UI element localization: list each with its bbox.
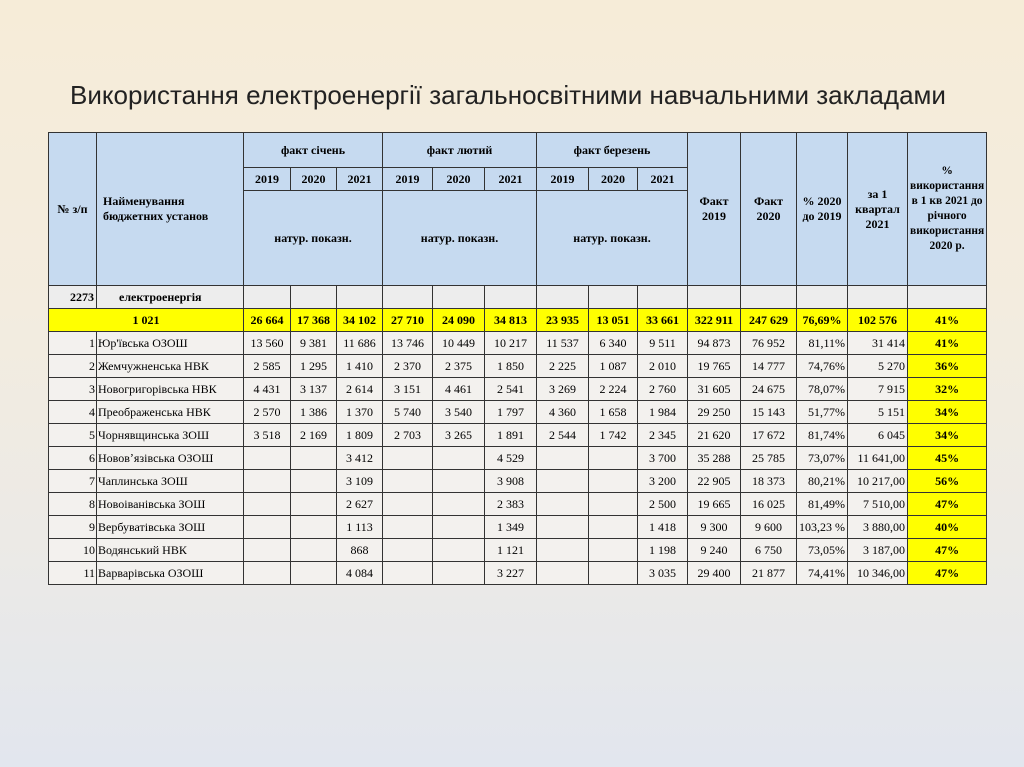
monthly-value xyxy=(433,447,485,470)
monthly-value: 2 383 xyxy=(485,493,537,516)
school-name: Юр'ївська ОЗОШ xyxy=(97,332,244,355)
fact-2020-value: 14 777 xyxy=(741,355,797,378)
monthly-value: 3 200 xyxy=(638,470,688,493)
monthly-value xyxy=(244,562,291,585)
monthly-value xyxy=(383,447,433,470)
monthly-value xyxy=(537,447,589,470)
table-row xyxy=(49,378,987,401)
row-number: 8 xyxy=(49,493,97,516)
section-label: електроенергія xyxy=(97,286,244,309)
year-header: 2019 xyxy=(537,168,589,191)
monthly-value xyxy=(291,516,337,539)
monthly-value: 10 449 xyxy=(433,332,485,355)
pct-usage-value: 47% xyxy=(908,539,987,562)
monthly-value: 4 431 xyxy=(244,378,291,401)
monthly-value: 13 560 xyxy=(244,332,291,355)
fact-2020-value: 25 785 xyxy=(741,447,797,470)
monthly-value: 1 410 xyxy=(337,355,383,378)
pct-2020-2019-value: 81,49% xyxy=(797,493,848,516)
year-header: 2021 xyxy=(337,168,383,191)
total-cell: 13 051 xyxy=(589,309,638,332)
monthly-value: 868 xyxy=(337,539,383,562)
section-code: 2273 xyxy=(49,286,97,309)
monthly-value xyxy=(537,562,589,585)
monthly-value xyxy=(383,493,433,516)
total-cell: 17 368 xyxy=(291,309,337,332)
pct-2020-2019-value: 80,21% xyxy=(797,470,848,493)
school-name: Жемчужненська НВК xyxy=(97,355,244,378)
monthly-value xyxy=(244,470,291,493)
monthly-value: 2 570 xyxy=(244,401,291,424)
row-number: 1 xyxy=(49,332,97,355)
monthly-value xyxy=(433,516,485,539)
monthly-value: 2 541 xyxy=(485,378,537,401)
fact-2020-header: Факт 2020 xyxy=(741,133,797,286)
total-cell: 322 911 xyxy=(688,309,741,332)
col-number-header: № з/п xyxy=(49,133,97,286)
natur-label: натур. показн. xyxy=(383,191,537,286)
section-row xyxy=(49,286,987,309)
monthly-value: 2 225 xyxy=(537,355,589,378)
pct-usage-value: 36% xyxy=(908,355,987,378)
fact-2019-value: 9 300 xyxy=(688,516,741,539)
pct-usage-value: 45% xyxy=(908,447,987,470)
fact-2020-value: 21 877 xyxy=(741,562,797,585)
fact-2020-value: 9 600 xyxy=(741,516,797,539)
monthly-value: 3 412 xyxy=(337,447,383,470)
natur-label: натур. показн. xyxy=(537,191,688,286)
monthly-value xyxy=(383,539,433,562)
monthly-value: 3 151 xyxy=(383,378,433,401)
fact-2020-value: 24 675 xyxy=(741,378,797,401)
monthly-value: 2 627 xyxy=(337,493,383,516)
monthly-value: 3 269 xyxy=(537,378,589,401)
year-header: 2020 xyxy=(433,168,485,191)
pct-usage-value: 40% xyxy=(908,516,987,539)
row-number: 6 xyxy=(49,447,97,470)
monthly-value: 1 295 xyxy=(291,355,337,378)
q1-2021-value: 3 187,00 xyxy=(848,539,908,562)
monthly-value: 2 224 xyxy=(589,378,638,401)
table-row xyxy=(49,424,987,447)
monthly-value: 3 137 xyxy=(291,378,337,401)
slide-title: Використання електроенергії загальносвітними навчальними закладами xyxy=(70,80,946,110)
monthly-value: 5 740 xyxy=(383,401,433,424)
table-row xyxy=(49,539,987,562)
fact-2019-value: 31 605 xyxy=(688,378,741,401)
monthly-value xyxy=(589,539,638,562)
monthly-value: 1 121 xyxy=(485,539,537,562)
year-header: 2020 xyxy=(291,168,337,191)
monthly-value xyxy=(433,539,485,562)
monthly-value: 3 109 xyxy=(337,470,383,493)
monthly-value: 1 349 xyxy=(485,516,537,539)
monthly-value: 11 686 xyxy=(337,332,383,355)
total-cell: 27 710 xyxy=(383,309,433,332)
q1-2021-value: 5 270 xyxy=(848,355,908,378)
monthly-value: 3 518 xyxy=(244,424,291,447)
monthly-value xyxy=(537,516,589,539)
monthly-value: 2 375 xyxy=(433,355,485,378)
school-name: Водянський НВК xyxy=(97,539,244,562)
q1-2021-value: 3 880,00 xyxy=(848,516,908,539)
total-cell: 34 813 xyxy=(485,309,537,332)
year-header: 2019 xyxy=(244,168,291,191)
monthly-value: 2 703 xyxy=(383,424,433,447)
fact-2019-value: 29 400 xyxy=(688,562,741,585)
table-row xyxy=(49,493,987,516)
monthly-value xyxy=(291,447,337,470)
monthly-value: 1 386 xyxy=(291,401,337,424)
fact-2020-value: 6 750 xyxy=(741,539,797,562)
monthly-value xyxy=(433,470,485,493)
q1-2021-value: 6 045 xyxy=(848,424,908,447)
total-cell: 102 576 xyxy=(848,309,908,332)
monthly-value xyxy=(244,447,291,470)
total-cell: 23 935 xyxy=(537,309,589,332)
fact-2019-value: 21 620 xyxy=(688,424,741,447)
q1-2021-value: 7 510,00 xyxy=(848,493,908,516)
monthly-value xyxy=(537,470,589,493)
table-row xyxy=(49,447,987,470)
pct-2020-2019-value: 73,05% xyxy=(797,539,848,562)
monthly-value: 1 984 xyxy=(638,401,688,424)
monthly-value xyxy=(433,493,485,516)
monthly-value: 4 084 xyxy=(337,562,383,585)
month-feb-header: факт лютий xyxy=(383,133,537,168)
monthly-value: 2 345 xyxy=(638,424,688,447)
year-header: 2021 xyxy=(485,168,537,191)
monthly-value: 3 700 xyxy=(638,447,688,470)
monthly-value xyxy=(383,562,433,585)
monthly-value: 2 585 xyxy=(244,355,291,378)
fact-2019-value: 19 765 xyxy=(688,355,741,378)
fact-2020-value: 17 672 xyxy=(741,424,797,447)
monthly-value xyxy=(433,562,485,585)
school-name: Варварівська ОЗОШ xyxy=(97,562,244,585)
fact-2019-value: 35 288 xyxy=(688,447,741,470)
electricity-table xyxy=(48,132,987,585)
monthly-value: 3 265 xyxy=(433,424,485,447)
school-name: Новоіванівська ЗОШ xyxy=(97,493,244,516)
table-row xyxy=(49,562,987,585)
monthly-value xyxy=(291,493,337,516)
total-cell: 247 629 xyxy=(741,309,797,332)
monthly-value: 3 540 xyxy=(433,401,485,424)
total-cell: 26 664 xyxy=(244,309,291,332)
monthly-value: 1 809 xyxy=(337,424,383,447)
monthly-value: 3 908 xyxy=(485,470,537,493)
monthly-value: 10 217 xyxy=(485,332,537,355)
row-number: 9 xyxy=(49,516,97,539)
monthly-value: 2 614 xyxy=(337,378,383,401)
monthly-value: 3 035 xyxy=(638,562,688,585)
pct-2020-2019-value: 78,07% xyxy=(797,378,848,401)
monthly-value: 1 370 xyxy=(337,401,383,424)
table-row xyxy=(49,470,987,493)
monthly-value: 2 544 xyxy=(537,424,589,447)
monthly-value: 1 742 xyxy=(589,424,638,447)
total-label: 1 021 xyxy=(49,309,244,332)
pct-2020-2019-value: 74,41% xyxy=(797,562,848,585)
fact-2020-value: 18 373 xyxy=(741,470,797,493)
q1-2021-value: 7 915 xyxy=(848,378,908,401)
row-number: 10 xyxy=(49,539,97,562)
monthly-value: 1 113 xyxy=(337,516,383,539)
year-header: 2021 xyxy=(638,168,688,191)
col-name-header: Найменування бюджетних установ xyxy=(97,133,244,286)
fact-2019-header: Факт 2019 xyxy=(688,133,741,286)
table-row xyxy=(49,332,987,355)
monthly-value: 2 010 xyxy=(638,355,688,378)
school-name: Чаплинська ЗОШ xyxy=(97,470,244,493)
school-name: Вербуватівська ЗОШ xyxy=(97,516,244,539)
fact-2019-value: 9 240 xyxy=(688,539,741,562)
year-header: 2019 xyxy=(383,168,433,191)
fact-2019-value: 19 665 xyxy=(688,493,741,516)
school-name: Нововʼязівська ОЗОШ xyxy=(97,447,244,470)
q1-2021-value: 10 346,00 xyxy=(848,562,908,585)
table-row xyxy=(49,516,987,539)
monthly-value: 9 381 xyxy=(291,332,337,355)
pct-usage-value: 34% xyxy=(908,424,987,447)
monthly-value: 1 087 xyxy=(589,355,638,378)
fact-2019-value: 29 250 xyxy=(688,401,741,424)
monthly-value xyxy=(244,516,291,539)
monthly-value xyxy=(589,516,638,539)
natur-label: натур. показн. xyxy=(244,191,383,286)
fact-2020-value: 76 952 xyxy=(741,332,797,355)
monthly-value xyxy=(589,470,638,493)
pct-usage-header: % використання в 1 кв 2021 до річного використання 2020 р. xyxy=(908,133,987,286)
pct-2020-2019-header: % 2020 до 2019 xyxy=(797,133,848,286)
monthly-value: 1 198 xyxy=(638,539,688,562)
fact-2020-value: 15 143 xyxy=(741,401,797,424)
monthly-value: 4 360 xyxy=(537,401,589,424)
pct-usage-value: 32% xyxy=(908,378,987,401)
monthly-value: 4 461 xyxy=(433,378,485,401)
monthly-value xyxy=(244,493,291,516)
pct-2020-2019-value: 103,23 % xyxy=(797,516,848,539)
monthly-value xyxy=(383,470,433,493)
monthly-value: 1 797 xyxy=(485,401,537,424)
fact-2020-value: 16 025 xyxy=(741,493,797,516)
monthly-value: 13 746 xyxy=(383,332,433,355)
monthly-value xyxy=(244,539,291,562)
monthly-value xyxy=(291,539,337,562)
q1-2021-value: 5 151 xyxy=(848,401,908,424)
monthly-value: 1 658 xyxy=(589,401,638,424)
q1-2021-value: 31 414 xyxy=(848,332,908,355)
monthly-value xyxy=(589,447,638,470)
pct-2020-2019-value: 74,76% xyxy=(797,355,848,378)
monthly-value: 6 340 xyxy=(589,332,638,355)
school-name: Чорнявщинська ЗОШ xyxy=(97,424,244,447)
row-number: 7 xyxy=(49,470,97,493)
pct-usage-value: 34% xyxy=(908,401,987,424)
total-row xyxy=(49,309,987,332)
monthly-value xyxy=(291,470,337,493)
pct-usage-value: 47% xyxy=(908,493,987,516)
total-cell: 33 661 xyxy=(638,309,688,332)
total-cell: 24 090 xyxy=(433,309,485,332)
year-header: 2020 xyxy=(589,168,638,191)
row-number: 5 xyxy=(49,424,97,447)
pct-2020-2019-value: 81,11% xyxy=(797,332,848,355)
pct-usage-value: 47% xyxy=(908,562,987,585)
row-number: 2 xyxy=(49,355,97,378)
monthly-value: 2 760 xyxy=(638,378,688,401)
pct-usage-value: 41% xyxy=(908,332,987,355)
row-number: 4 xyxy=(49,401,97,424)
monthly-value xyxy=(537,493,589,516)
total-cell: 76,69% xyxy=(797,309,848,332)
monthly-value xyxy=(291,562,337,585)
pct-2020-2019-value: 51,77% xyxy=(797,401,848,424)
monthly-value: 1 891 xyxy=(485,424,537,447)
monthly-value xyxy=(589,493,638,516)
monthly-value xyxy=(383,516,433,539)
monthly-value: 2 169 xyxy=(291,424,337,447)
row-number: 11 xyxy=(49,562,97,585)
monthly-value: 2 370 xyxy=(383,355,433,378)
month-mar-header: факт березень xyxy=(537,133,688,168)
month-jan-header: факт січень xyxy=(244,133,383,168)
monthly-value xyxy=(589,562,638,585)
pct-2020-2019-value: 81,74% xyxy=(797,424,848,447)
monthly-value: 1 850 xyxy=(485,355,537,378)
q1-2021-value: 11 641,00 xyxy=(848,447,908,470)
school-name: Новогригорівська НВК xyxy=(97,378,244,401)
monthly-value: 11 537 xyxy=(537,332,589,355)
fact-2019-value: 22 905 xyxy=(688,470,741,493)
table-row xyxy=(49,401,987,424)
row-number: 3 xyxy=(49,378,97,401)
monthly-value: 4 529 xyxy=(485,447,537,470)
monthly-value: 2 500 xyxy=(638,493,688,516)
q1-2021-value: 10 217,00 xyxy=(848,470,908,493)
total-cell: 34 102 xyxy=(337,309,383,332)
table-row xyxy=(49,355,987,378)
monthly-value: 3 227 xyxy=(485,562,537,585)
monthly-value xyxy=(537,539,589,562)
school-name: Преображенська НВК xyxy=(97,401,244,424)
monthly-value: 1 418 xyxy=(638,516,688,539)
pct-2020-2019-value: 73,07% xyxy=(797,447,848,470)
pct-usage-value: 56% xyxy=(908,470,987,493)
monthly-value: 9 511 xyxy=(638,332,688,355)
fact-2019-value: 94 873 xyxy=(688,332,741,355)
total-cell: 41% xyxy=(908,309,987,332)
q1-2021-header: за 1 квартал 2021 xyxy=(848,133,908,286)
